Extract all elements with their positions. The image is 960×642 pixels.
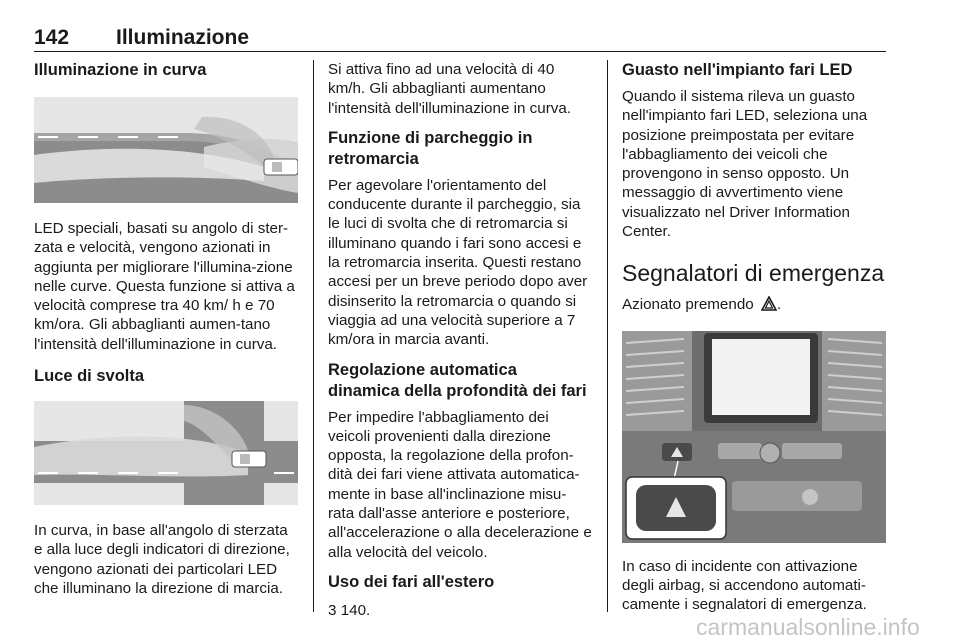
watermark: carmanualsonline.info bbox=[696, 614, 920, 640]
turning-light-illustration bbox=[34, 401, 298, 505]
heading-luce-svolta: Luce di svolta bbox=[34, 367, 145, 386]
column-2 bbox=[328, 60, 592, 620]
figure-hazard-switch bbox=[622, 331, 886, 543]
paragraph-regolazione: Per impedire l'abbagliamento dei veicoli provenienti dalla direzione opposta, la regolazione della profon-dità dei fari viene attivata automatica-mente in base all'inclinazione misu-rata dall'asse anteriore e posteriore, all'accelerazione o alla decelerazione e alla velocità del veicolo. bbox=[328, 408, 592, 561]
header-rule bbox=[34, 51, 886, 52]
paragraph-incidente: In caso di incidente con attivazione degli airbag, si accendono automati-camente i segnalatori di emergenza. bbox=[622, 557, 867, 614]
heading-guasto: Guasto nell'impianto fari LED bbox=[622, 61, 853, 79]
paragraph-azionato bbox=[622, 295, 886, 316]
column-3 bbox=[622, 60, 886, 615]
heading-segnalatori: Segnalatori di emergenza bbox=[622, 260, 885, 287]
column-divider-2 bbox=[607, 60, 608, 612]
azionato-end: . bbox=[776, 296, 782, 314]
column-1 bbox=[34, 60, 298, 598]
paragraph-parcheggio: Per agevolare l'orientamento del conducente durante il parcheggio, sia le luci di svolta che di retromarcia si illuminano quando i fari sono accesi e la retromarcia inserita. Questi restano accesi per un breve periodo dopo aver disinserito la retromarcia o quando si viaggia ad una velocità superiore a 7 km/ora in marcia avanti. bbox=[328, 176, 588, 349]
reference-page[interactable]: 140. bbox=[340, 601, 371, 619]
chapter-title: Illuminazione bbox=[116, 26, 250, 49]
azionato-text: Azionato premendo bbox=[622, 296, 754, 314]
heading-estero: Uso dei fari all'estero bbox=[328, 572, 495, 591]
paragraph-svolta: In curva, in base all'angolo di sterzata e alla luce degli indicatori di direzione, vengono azionati dei particolari LED che illuminano la direzione di marcia. bbox=[34, 522, 290, 597]
figure-cornering-light bbox=[34, 97, 298, 203]
paragraph-curva: LED speciali, basati su angolo di ster-zata e velocità, vengono azionati in aggiunta per migliorare l'illumina-zione nelle curve. Questa funzione si attiva a velocità comprese tra 40 km/ h e 70 km/ora. Gli abbaglianti aumen-tano l'intensità dell'illuminazione in curva. bbox=[34, 220, 295, 353]
heading-regolazione: Regolazione automatica dinamica della profondità dei fari bbox=[328, 360, 587, 400]
page-number: 142 bbox=[34, 26, 70, 49]
dashboard-illustration bbox=[622, 331, 886, 543]
column-divider-1 bbox=[313, 60, 314, 612]
cornering-light-illustration bbox=[34, 97, 298, 203]
page-header bbox=[34, 26, 886, 52]
paragraph-guasto: Quando il sistema rileva un guasto nell'impianto fari LED, seleziona una posizione preimpostata per evitare l'abbagliamento dei veicoli che provengono in senso opposto. Un messaggio di avvertimento viene visualizzato nel Driver Information Center. bbox=[622, 88, 868, 241]
hazard-icon bbox=[761, 296, 777, 316]
heading-parcheggio: Funzione di parcheggio in retromarcia bbox=[328, 128, 533, 168]
heading-illuminazione-curva: Illuminazione in curva bbox=[34, 61, 207, 79]
paragraph-continuation: Si attiva fino ad una velocità di 40 km/h. Gli abbaglianti aumentano l'intensità dell'illuminazione in curva. bbox=[328, 61, 572, 117]
arrow-icon: 3 bbox=[328, 601, 337, 619]
figure-turning-light bbox=[34, 401, 298, 505]
reference-line bbox=[328, 601, 592, 620]
